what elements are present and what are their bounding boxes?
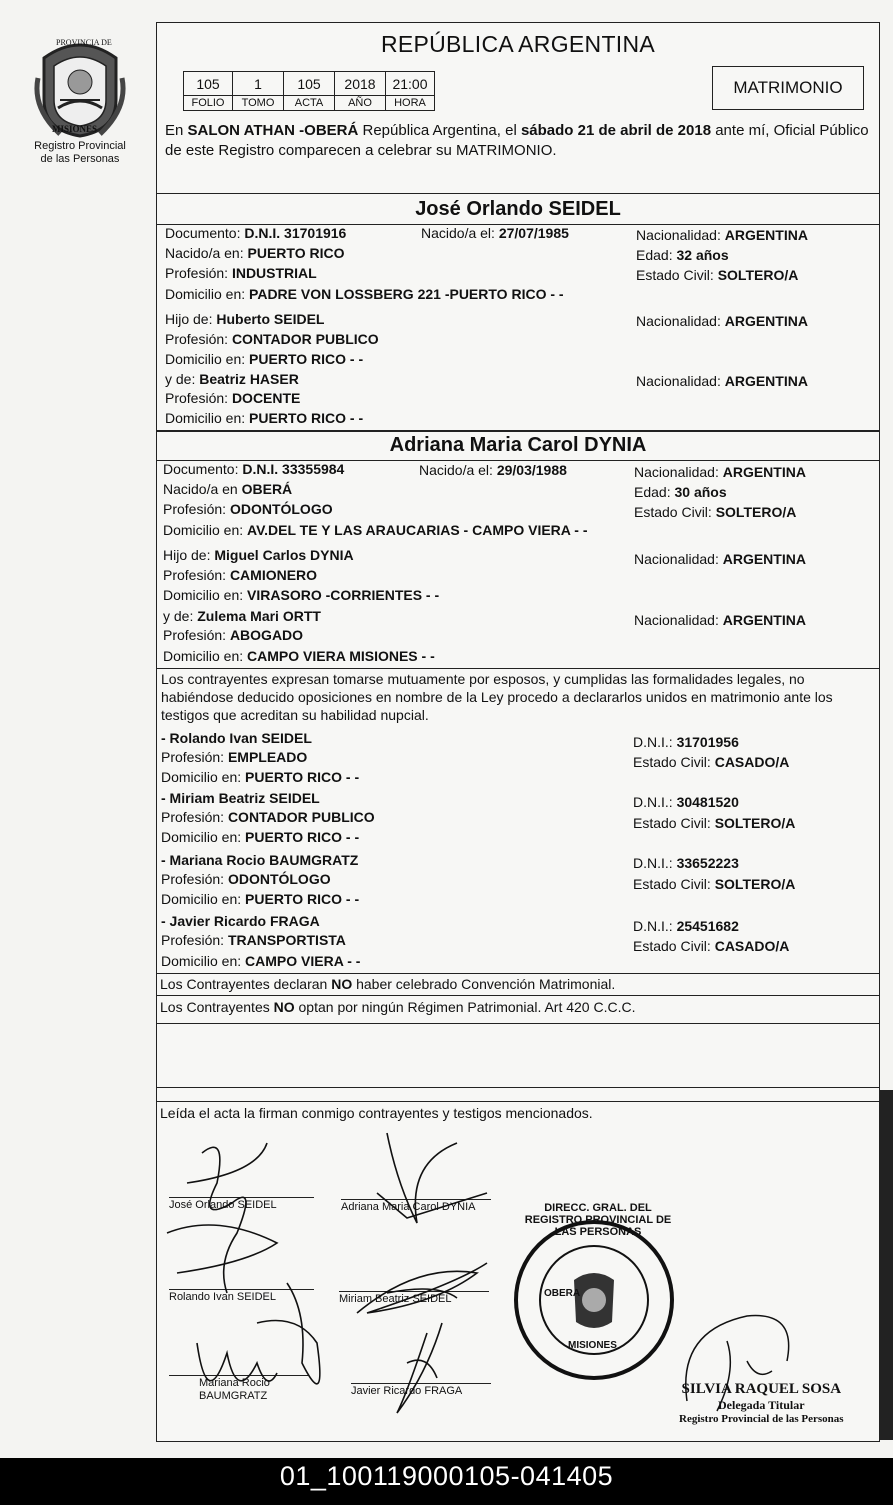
groom-documento (165, 225, 346, 241)
value: PUERTO RICO - - (249, 351, 364, 367)
acta-value: 105 (284, 72, 335, 96)
groom-edad (636, 247, 729, 263)
intro-p2: República Argentina, el (358, 122, 521, 139)
witness-domicilio (161, 829, 359, 845)
label: Estado Civil: (633, 938, 715, 954)
groom-domicilio (165, 286, 564, 302)
signature-label-witness-4: Javier Ricardo FRAGA (351, 1383, 491, 1397)
doc-type-box: MATRIMONIO (712, 66, 864, 110)
value: Beatriz HASER (199, 371, 299, 387)
label: D.N.I.: (633, 855, 677, 871)
label: Estado Civil: (633, 876, 715, 892)
divider (157, 1101, 879, 1102)
stamp-inner-bottom: MISIONES (568, 1340, 617, 1351)
groom-father-nacionalidad (636, 313, 808, 329)
bride-nacionalidad (634, 464, 806, 480)
bride-mother-nacionalidad (634, 612, 806, 628)
official-block (679, 1381, 844, 1425)
bride-name: Adriana Maria Carol DYNIA (389, 434, 647, 456)
intro-p1: En (165, 122, 188, 139)
label: Nacionalidad: (636, 373, 725, 389)
convention-line-2 (160, 999, 635, 1015)
value: PUERTO RICO (247, 245, 345, 261)
label: D.N.I.: (633, 918, 677, 934)
value: CONTADOR PUBLICO (231, 331, 379, 347)
label: Domicilio en: (161, 891, 246, 907)
value: SOLTERO/A (715, 504, 797, 520)
label: Domicilio en: (165, 410, 250, 426)
witness-name: - Miriam Beatriz SEIDEL (161, 790, 320, 806)
label: Domicilio en: (163, 587, 248, 603)
value: 25451682 (676, 918, 739, 934)
bride-mother-profesion (163, 627, 303, 643)
misiones-coat-of-arms-icon (30, 38, 130, 138)
value: Miguel Carlos DYNIA (214, 547, 354, 563)
official-role: Delegada Titular (718, 1398, 805, 1412)
label: Domicilio en: (161, 829, 246, 845)
groom-mother-domicilio (165, 410, 363, 426)
signature-label-witness-2: Miriam Beatriz SEIDEL (339, 1291, 489, 1305)
value: SOLTERO/A (714, 815, 796, 831)
label: Estado Civil: (633, 754, 715, 770)
value: ABOGADO (229, 627, 304, 643)
label: Domicilio en: (161, 953, 246, 969)
label: Profesión: (161, 809, 228, 825)
witness-profesion (161, 809, 375, 825)
witness-profesion (161, 749, 307, 765)
witness-name: - Rolando Ivan SEIDEL (161, 730, 312, 746)
value: 30481520 (676, 794, 739, 810)
divider (157, 973, 879, 974)
signature-label-witness-1: Rolando Ivan SEIDEL (169, 1289, 314, 1303)
divider (157, 1087, 879, 1088)
official-org: Registro Provincial de las Personas (679, 1413, 844, 1425)
bride-nacido-el (419, 462, 567, 478)
convention-line-1 (160, 976, 615, 992)
stamp-inner-left: OBERA (544, 1288, 581, 1299)
logo-caption-line1: Registro Provincial (34, 140, 126, 152)
label: Domicilio en: (161, 769, 246, 785)
value: ARGENTINA (724, 227, 808, 243)
text: optan por ningún Régimen Patrimonial. Art 420 C.C.C. (294, 999, 636, 1015)
bride-father-nacionalidad (634, 551, 806, 567)
folio-label: FOLIO (184, 96, 233, 111)
value: Huberto SEIDEL (216, 311, 325, 327)
value: DOCENTE (231, 390, 301, 406)
groom-nacido-en (165, 245, 344, 261)
value: 27/07/1985 (498, 225, 569, 241)
logo-ring-text-top: PROVINCIA DE (56, 38, 112, 47)
folio-value: 105 (184, 72, 233, 96)
marriage-statement: Los contrayentes expresan tomarse mutuamente por esposos, y cumplidas las formalidades legales, no habiéndose deducido oposiciones en nombre de la Ley procedo a declararlos unidos en matrimonio ante los testigos que acreditan su habilidad nupcial. (161, 671, 833, 723)
witness-name: - Javier Ricardo FRAGA (161, 913, 320, 929)
label: Profesión: (165, 265, 232, 281)
value: SOLTERO/A (714, 876, 796, 892)
value: Zulema Mari ORTT (197, 608, 321, 624)
intro-date: sábado 21 de abril de 2018 (520, 122, 712, 139)
bride-father-domicilio (163, 587, 439, 603)
value: AV.DEL TE Y LAS ARAUCARIAS - CAMPO VIERA - - (247, 522, 588, 538)
hora-label: HORA (386, 96, 435, 111)
official-stamp (512, 1202, 677, 1383)
logo-caption-line2: de las Personas (40, 153, 120, 165)
label: Nacido/a en (163, 481, 242, 497)
groom-estado-civil (636, 267, 798, 283)
label: Nacionalidad: (634, 464, 723, 480)
label: Profesión: (161, 749, 228, 765)
registry-table (183, 71, 435, 111)
witness-profesion (161, 871, 331, 887)
value: EMPLEADO (227, 749, 308, 765)
label: Hijo de: (165, 311, 217, 327)
label: Nacido/a el: (419, 462, 497, 478)
acta-label: ACTA (284, 96, 335, 111)
value: ARGENTINA (722, 612, 806, 628)
witness-estado-civil (633, 876, 795, 892)
value: ODONTÓLOGO (227, 871, 331, 887)
witness-name: - Mariana Rocio BAUMGRATZ (161, 852, 359, 868)
value: PUERTO RICO - - (245, 769, 360, 785)
divider (157, 430, 879, 432)
groom-father-profesion (165, 331, 379, 347)
value: 31701956 (676, 734, 739, 750)
label: D.N.I.: (633, 734, 677, 750)
label: Nacionalidad: (634, 551, 723, 567)
groom-father-name (165, 311, 324, 327)
value: VIRASORO -CORRIENTES - - (247, 587, 440, 603)
witness-estado-civil (633, 938, 789, 954)
groom-mother-profesion (165, 390, 300, 406)
divider (157, 193, 879, 194)
signature-label-groom: José Orlando SEIDEL (169, 1197, 314, 1211)
witness-dni (633, 855, 739, 871)
value: ARGENTINA (724, 373, 808, 389)
closing-text: Leída el acta la firman conmigo contrayentes y testigos mencionados. (160, 1105, 593, 1121)
bride-father-profesion (163, 567, 317, 583)
witness-dni (633, 794, 739, 810)
text-bold: NO (331, 976, 353, 992)
value: D.N.I. 31701916 (244, 225, 347, 241)
value: SOLTERO/A (717, 267, 799, 283)
label: Profesión: (163, 501, 230, 517)
value: ARGENTINA (722, 551, 806, 567)
value: ARGENTINA (722, 464, 806, 480)
value: INDUSTRIAL (231, 265, 317, 281)
value: CASADO/A (714, 938, 790, 954)
witness-domicilio (161, 769, 359, 785)
value: 30 años (674, 484, 727, 500)
intro-paragraph (165, 121, 877, 161)
bride-nacido-en (163, 481, 292, 497)
label: Nacido/a el: (421, 225, 499, 241)
value: PUERTO RICO - - (245, 891, 360, 907)
groom-nacionalidad (636, 227, 808, 243)
value: CONTADOR PUBLICO (227, 809, 375, 825)
label: Profesión: (161, 871, 228, 887)
intro-place: SALON ATHAN -OBERÁ (187, 122, 359, 139)
groom-mother-nacionalidad (636, 373, 808, 389)
hora-value: 21:00 (386, 72, 435, 96)
logo-caption (18, 140, 142, 166)
label: y de: (163, 608, 198, 624)
signature-label-bride: Adriana Maria Carol DYNIA (341, 1199, 491, 1213)
label: Nacido/a en: (165, 245, 248, 261)
groom-father-domicilio (165, 351, 363, 367)
groom-nacido-el (421, 225, 569, 241)
value: 29/03/1988 (496, 462, 567, 478)
label: Estado Civil: (634, 504, 716, 520)
groom-mother-name (165, 371, 299, 387)
anio-value: 2018 (335, 72, 386, 96)
bride-profesion (163, 501, 333, 517)
bride-mother-domicilio (163, 648, 435, 664)
divider (157, 995, 879, 996)
value: PADRE VON LOSSBERG 221 -PUERTO RICO - - (249, 286, 564, 302)
witness-dni (633, 734, 739, 750)
intro-p3: ante mí, Oficial Público de este Registro comparecen a celebrar su MATRIMONIO. (165, 122, 869, 159)
value: CAMIONERO (229, 567, 318, 583)
label: y de: (165, 371, 200, 387)
value: PUERTO RICO - - (249, 410, 364, 426)
label: Domicilio en: (165, 286, 250, 302)
text-bold: NO (273, 999, 295, 1015)
label: Nacionalidad: (636, 313, 725, 329)
label: Edad: (634, 484, 675, 500)
label: Nacionalidad: (636, 227, 725, 243)
text: Los Contrayentes (160, 999, 274, 1015)
page-title: REPÚBLICA ARGENTINA (380, 31, 656, 57)
label: Domicilio en: (163, 522, 248, 538)
tomo-value: 1 (233, 72, 284, 96)
value: D.N.I. 33355984 (242, 461, 345, 477)
witness-estado-civil (633, 815, 795, 831)
text: Los Contrayentes declaran (160, 976, 332, 992)
bride-documento (163, 461, 344, 477)
label: D.N.I.: (633, 794, 677, 810)
value: ARGENTINA (724, 313, 808, 329)
marriage-certificate (156, 22, 880, 1442)
groom-name: José Orlando SEIDEL (415, 198, 621, 220)
value: TRANSPORTISTA (227, 932, 346, 948)
label: Profesión: (165, 331, 232, 347)
bride-domicilio (163, 522, 587, 538)
value: ODONTÓLOGO (229, 501, 333, 517)
label: Estado Civil: (633, 815, 715, 831)
value: 32 años (676, 247, 729, 263)
witness-profesion (161, 932, 346, 948)
label: Nacionalidad: (634, 612, 723, 628)
text: haber celebrado Convención Matrimonial. (352, 976, 616, 992)
divider (157, 1023, 879, 1024)
witness-domicilio (161, 953, 360, 969)
value: CAMPO VIERA - - (245, 953, 361, 969)
bride-edad (634, 484, 727, 500)
value: OBERÁ (241, 481, 293, 497)
bride-father-name (163, 547, 354, 563)
witness-domicilio (161, 891, 359, 907)
value: CASADO/A (714, 754, 790, 770)
value: CAMPO VIERA MISIONES - - (247, 648, 435, 664)
label: Profesión: (165, 390, 232, 406)
divider (157, 668, 879, 669)
witness-dni (633, 918, 739, 934)
label-line2: BAUMGRATZ (199, 1390, 268, 1402)
stamp-seal-icon (512, 1218, 677, 1383)
bride-mother-name (163, 608, 321, 624)
label-line1: Mariana Rocio (199, 1377, 270, 1389)
witness-estado-civil (633, 754, 789, 770)
value: PUERTO RICO - - (245, 829, 360, 845)
label: Documento: (165, 225, 245, 241)
label: Profesión: (163, 567, 230, 583)
label: Documento: (163, 461, 243, 477)
label: Hijo de: (163, 547, 215, 563)
value: 33652223 (676, 855, 739, 871)
label: Estado Civil: (636, 267, 718, 283)
label: Edad: (636, 247, 677, 263)
label: Domicilio en: (165, 351, 250, 367)
label: Profesión: (161, 932, 228, 948)
official-name: SILVIA RAQUEL SOSA (681, 1381, 842, 1397)
label: Profesión: (163, 627, 230, 643)
page-edge-shadow (879, 1090, 893, 1440)
tomo-label: TOMO (233, 96, 284, 111)
document-code-footer: 01_100119000105-041405 (0, 1458, 893, 1505)
label: Domicilio en: (163, 648, 248, 664)
anio-label: AÑO (335, 96, 386, 111)
logo-ring-text-bottom: MISIONES (52, 124, 98, 134)
stamp-text: DIRECC. GRAL. DEL REGISTRO PROVINCIAL DE LAS PERSONAS (524, 1202, 672, 1238)
bride-estado-civil (634, 504, 796, 520)
groom-profesion (165, 265, 317, 281)
